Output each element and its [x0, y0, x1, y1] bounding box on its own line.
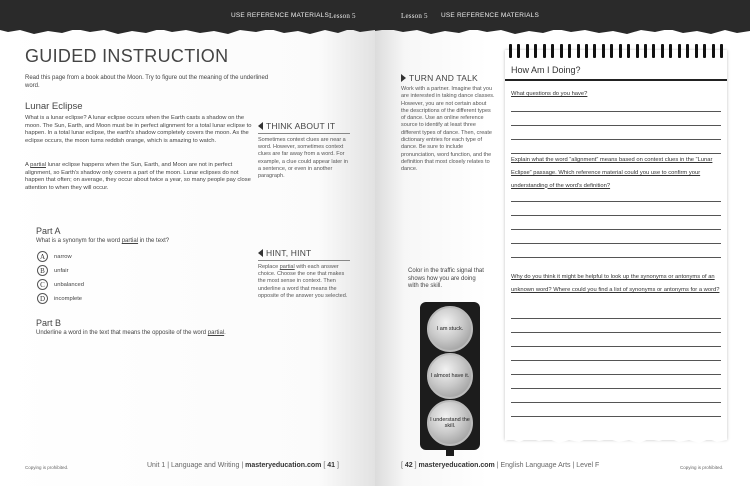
- choice-c[interactable]: [37, 279, 84, 290]
- footer-page-number: 41: [327, 462, 335, 469]
- ring: [627, 44, 630, 58]
- ring: [619, 44, 622, 58]
- choice-a-circle[interactable]: A: [37, 251, 48, 262]
- part-b-question: [36, 330, 266, 338]
- footer-sep: |: [241, 462, 246, 469]
- turn-and-talk-title: [401, 73, 495, 83]
- right-header-lesson: Lesson 5: [401, 12, 428, 20]
- question-1: What questions do you have?: [511, 91, 588, 97]
- right-header-torn-edge: [375, 27, 750, 37]
- choice-a[interactable]: [37, 251, 72, 262]
- traffic-signal: [420, 302, 480, 450]
- answer-line[interactable]: [511, 388, 721, 389]
- triangle-icon: [258, 249, 263, 257]
- spiral-rings: [509, 44, 723, 58]
- ring: [686, 44, 689, 58]
- signal-pole: [446, 450, 454, 456]
- ring: [695, 44, 698, 58]
- answer-line[interactable]: [511, 215, 721, 216]
- footer-sep: |: [167, 462, 172, 469]
- question-2: Explain what the word “alignment” means based on context clues in the “Lunar Eclipse” passage. Which reference material could you use to confirm your understanding of the word's definition?: [511, 157, 713, 189]
- answer-line[interactable]: [511, 243, 721, 244]
- left-footer-nav: [147, 462, 339, 469]
- footer-bracket-open: [: [323, 462, 328, 469]
- part-b-title: Part B: [36, 318, 62, 328]
- page-title: GUIDED INSTRUCTION: [25, 46, 229, 66]
- answer-line[interactable]: [511, 374, 721, 375]
- answer-line[interactable]: [511, 360, 721, 361]
- ring: [517, 44, 520, 58]
- ring: [560, 44, 563, 58]
- triangle-icon: [401, 74, 406, 82]
- ring: [568, 44, 571, 58]
- choice-b-circle[interactable]: B: [37, 265, 48, 276]
- left-header-lesson: Lesson 5: [329, 12, 356, 20]
- ring: [551, 44, 554, 58]
- answer-line[interactable]: [511, 201, 721, 202]
- answer-line[interactable]: [511, 139, 721, 140]
- right-footer-nav: [401, 462, 599, 469]
- turn-and-talk-box: [401, 73, 495, 174]
- choice-d-circle[interactable]: D: [37, 293, 48, 304]
- ring: [602, 44, 605, 58]
- footer-sep: |: [496, 462, 501, 469]
- part-a-question: [36, 238, 266, 246]
- ring: [610, 44, 613, 58]
- choice-d-text: incomplete: [54, 295, 83, 302]
- hint-title: [258, 248, 350, 258]
- footer-page-number: 42: [404, 462, 413, 469]
- ring: [652, 44, 655, 58]
- right-header-band: [375, 0, 750, 30]
- think-about-it-title: [258, 121, 350, 131]
- signal-light-stuck[interactable]: I am stuck.: [427, 306, 473, 352]
- footer-site: masteryeducation.com: [418, 462, 495, 469]
- right-copyright: Copying is prohibited.: [680, 465, 724, 470]
- hint-pre: Replace: [258, 264, 280, 270]
- footer-site: masteryeducation.com: [245, 462, 322, 469]
- part-a-underlined: partial: [121, 238, 139, 244]
- how-am-i-doing-notebook: [505, 50, 727, 440]
- think-about-it-text: Sometimes context clues are near a word. However, sometimes context clues are far away from a word. For example, a clue could appear later in a sentence, or even in another paragraph.: [258, 137, 348, 180]
- footer-sep: |: [572, 462, 577, 469]
- passage-paragraph-2: [25, 162, 255, 192]
- part-a-title: Part A: [36, 226, 61, 236]
- turn-and-talk-heading: TURN AND TALK: [409, 73, 478, 83]
- ring: [577, 44, 580, 58]
- passage-paragraph-1: What is a lunar eclipse? A lunar eclipse occurs when the Earth casts a shadow on the moon. The Sun, Earth, and Moon must be in perfect alignment for a total lunar eclipse to happen. In a total lunar eclipse, the earth's shadow completely covers the moon. As the eclipse occurs, the moon turns reddish orange, which is amazing to watch.: [25, 115, 252, 144]
- part-a-q-post: in the text?: [138, 238, 170, 244]
- notebook-title-divider: [505, 79, 727, 81]
- intro-text: Read this page from a book about the Moon. Try to figure out the meaning of the underlined word.: [25, 75, 269, 89]
- signal-light-almost[interactable]: I almost have it.: [427, 353, 473, 399]
- left-header-section: USE REFERENCE MATERIALS: [231, 12, 330, 19]
- signal-light-understand[interactable]: I understand the skill.: [427, 400, 473, 446]
- hint-underlined-word: partial: [279, 264, 295, 270]
- para2-rest: lunar eclipse happens when the Sun, Earth, and Moon are not in perfect alignment, so Earth's shadow only covers a part of the moon. Lunar eclipses do not happen that often; on average, they occur about twice a year, so many people pay close attention to when they will occur.: [25, 162, 251, 191]
- choice-d[interactable]: [37, 293, 82, 304]
- signal-caption: Color in the traffic signal that shows how you are doing with the skill.: [408, 268, 484, 290]
- question-3: Why do you think it might be helpful to look up the synonyms or antonyms of an unknown word? Where could you find a list of synonyms or antonyms for a word?: [511, 274, 720, 293]
- ring: [720, 44, 723, 58]
- choice-a-text: narrow: [54, 253, 72, 260]
- notebook-torn-edge: [505, 436, 727, 444]
- hint-text: [258, 264, 350, 300]
- turn-and-talk-text: Work with a partner. Imagine that you are interested in taking dance classes. However, you are not certain about the descriptions of the different types of dance. Use an online reference source to identify at least three different types of dance. Then, create dictionary entries for each type of dance. Be sure to include pronunciation, word function, and the definition that most closely relates to dance.: [401, 86, 495, 173]
- para2-pre: A: [25, 162, 31, 168]
- ring: [526, 44, 529, 58]
- left-header-torn-edge: [0, 27, 375, 37]
- footer-bracket-close: ]: [412, 462, 417, 469]
- part-a-q-pre: What is a synonym for the word: [36, 238, 122, 244]
- footer-bracket-close: ]: [335, 462, 339, 469]
- ring: [644, 44, 647, 58]
- choice-c-circle[interactable]: C: [37, 279, 48, 290]
- answer-line[interactable]: [511, 332, 721, 333]
- ring: [669, 44, 672, 58]
- part-b-q-pre: Underline a word in the text that means the opposite of the word: [36, 330, 208, 336]
- divider: [258, 260, 350, 261]
- footer-unit: Unit 1: [147, 462, 166, 469]
- answer-line[interactable]: [511, 416, 721, 417]
- ring: [636, 44, 639, 58]
- answer-line[interactable]: [511, 125, 721, 126]
- left-copyright: Copying is prohibited.: [25, 465, 69, 470]
- footer-level: Level F: [576, 462, 600, 469]
- part-b-underlined: partial: [207, 330, 225, 336]
- ring: [593, 44, 596, 58]
- think-about-it-heading: THINK ABOUT IT: [266, 121, 336, 131]
- footer-subject: English Language Arts: [500, 462, 571, 469]
- choice-b[interactable]: [37, 265, 69, 276]
- answer-line[interactable]: [511, 402, 721, 403]
- choice-c-text: unbalanced: [54, 281, 84, 288]
- notebook-title: How Am I Doing?: [511, 65, 581, 75]
- ring: [703, 44, 706, 58]
- ring: [712, 44, 715, 58]
- footer-subject: Language and Writing: [171, 462, 240, 469]
- answer-line[interactable]: [511, 229, 721, 230]
- triangle-icon: [258, 122, 263, 130]
- choice-b-text: unfair: [54, 267, 69, 274]
- passage-title: Lunar Eclipse: [25, 101, 83, 112]
- right-page: [375, 0, 750, 486]
- hint-rest: with each answer choice. Choose the one that makes the most sense in context. Then underline a word that means the opposite of the answer you selected.: [258, 264, 348, 299]
- hint-box: [258, 248, 350, 300]
- ring: [585, 44, 588, 58]
- underlined-word: partial: [30, 162, 46, 168]
- divider: [258, 133, 350, 134]
- hint-heading: HINT, HINT: [266, 248, 312, 258]
- think-about-it-box: [258, 121, 350, 180]
- ring: [534, 44, 537, 58]
- ring: [509, 44, 512, 58]
- footer-bracket-open: [: [401, 462, 405, 469]
- right-header-section: USE REFERENCE MATERIALS: [441, 12, 540, 19]
- answer-line[interactable]: [511, 318, 721, 319]
- part-b-q-post: .: [224, 330, 226, 336]
- answer-line[interactable]: [511, 257, 721, 258]
- answer-line[interactable]: [511, 111, 721, 112]
- ring: [543, 44, 546, 58]
- ring: [678, 44, 681, 58]
- answer-line[interactable]: [511, 346, 721, 347]
- ring: [661, 44, 664, 58]
